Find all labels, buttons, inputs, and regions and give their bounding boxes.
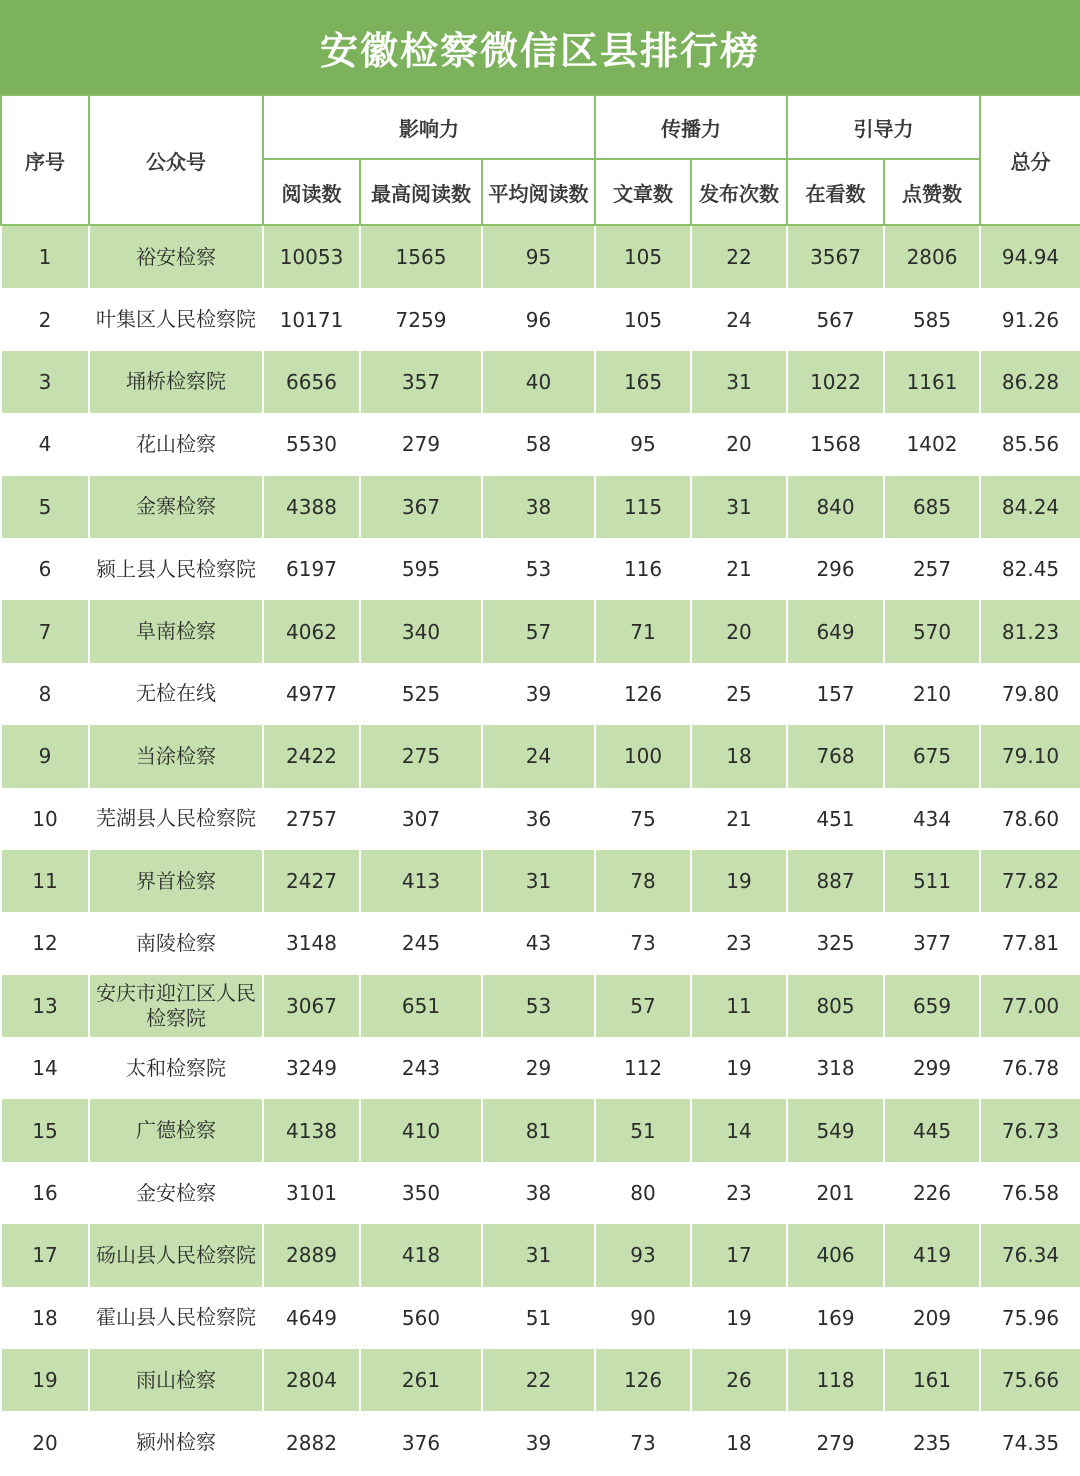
cell-likes: 235 — [884, 1411, 980, 1473]
cell-likes: 434 — [884, 788, 980, 850]
cell-publish-times: 14 — [691, 1099, 787, 1161]
cell-max-reads: 525 — [360, 663, 482, 725]
cell-reads: 2422 — [263, 725, 360, 787]
cell-rank: 9 — [1, 725, 89, 787]
cell-articles: 165 — [595, 351, 691, 413]
cell-account-name: 叶集区人民检察院 — [89, 288, 263, 350]
cell-rank: 3 — [1, 351, 89, 413]
header-group-guidance: 引导力 — [787, 95, 980, 159]
cell-watching: 805 — [787, 975, 884, 1037]
cell-publish-times: 20 — [691, 600, 787, 662]
cell-avg-reads: 53 — [482, 538, 595, 600]
cell-total-score: 75.66 — [980, 1349, 1080, 1411]
cell-publish-times: 19 — [691, 1287, 787, 1349]
cell-watching: 157 — [787, 663, 884, 725]
cell-watching: 201 — [787, 1162, 884, 1224]
table-row — [1, 912, 1080, 974]
cell-max-reads: 595 — [360, 538, 482, 600]
table-row — [1, 663, 1080, 725]
cell-rank: 4 — [1, 413, 89, 475]
header-reads: 阅读数 — [263, 159, 360, 225]
cell-likes: 209 — [884, 1287, 980, 1349]
cell-total-score: 91.26 — [980, 288, 1080, 350]
cell-max-reads: 1565 — [360, 225, 482, 288]
cell-rank: 12 — [1, 912, 89, 974]
cell-watching: 768 — [787, 725, 884, 787]
cell-max-reads: 651 — [360, 975, 482, 1037]
cell-likes: 585 — [884, 288, 980, 350]
cell-likes: 377 — [884, 912, 980, 974]
cell-rank: 6 — [1, 538, 89, 600]
cell-articles: 126 — [595, 663, 691, 725]
cell-publish-times: 24 — [691, 288, 787, 350]
cell-avg-reads: 40 — [482, 351, 595, 413]
cell-account-name: 砀山县人民检察院 — [89, 1224, 263, 1286]
cell-publish-times: 21 — [691, 788, 787, 850]
cell-total-score: 76.73 — [980, 1099, 1080, 1161]
table-row — [1, 538, 1080, 600]
cell-max-reads: 279 — [360, 413, 482, 475]
cell-likes: 161 — [884, 1349, 980, 1411]
cell-reads: 6656 — [263, 351, 360, 413]
cell-likes: 210 — [884, 663, 980, 725]
cell-articles: 78 — [595, 850, 691, 912]
cell-reads: 3101 — [263, 1162, 360, 1224]
cell-articles: 100 — [595, 725, 691, 787]
cell-total-score: 77.82 — [980, 850, 1080, 912]
cell-account-name: 花山检察 — [89, 413, 263, 475]
cell-avg-reads: 24 — [482, 725, 595, 787]
cell-max-reads: 340 — [360, 600, 482, 662]
cell-avg-reads: 38 — [482, 476, 595, 538]
cell-reads: 6197 — [263, 538, 360, 600]
cell-max-reads: 410 — [360, 1099, 482, 1161]
cell-articles: 90 — [595, 1287, 691, 1349]
cell-likes: 659 — [884, 975, 980, 1037]
cell-rank: 18 — [1, 1287, 89, 1349]
cell-articles: 105 — [595, 225, 691, 288]
cell-reads: 2882 — [263, 1411, 360, 1473]
cell-publish-times: 23 — [691, 1162, 787, 1224]
cell-avg-reads: 57 — [482, 600, 595, 662]
cell-publish-times: 19 — [691, 850, 787, 912]
table-row — [1, 1037, 1080, 1099]
cell-total-score: 84.24 — [980, 476, 1080, 538]
cell-reads: 2427 — [263, 850, 360, 912]
cell-total-score: 75.96 — [980, 1287, 1080, 1349]
cell-max-reads: 357 — [360, 351, 482, 413]
table-header — [1, 95, 1080, 225]
header-account: 公众号 — [89, 95, 263, 225]
cell-total-score: 85.56 — [980, 413, 1080, 475]
cell-total-score: 79.10 — [980, 725, 1080, 787]
table-row — [1, 788, 1080, 850]
cell-rank: 19 — [1, 1349, 89, 1411]
cell-articles: 73 — [595, 1411, 691, 1473]
cell-likes: 1402 — [884, 413, 980, 475]
cell-reads: 3249 — [263, 1037, 360, 1099]
cell-rank: 8 — [1, 663, 89, 725]
cell-total-score: 79.80 — [980, 663, 1080, 725]
cell-reads: 3148 — [263, 912, 360, 974]
cell-watching: 169 — [787, 1287, 884, 1349]
cell-total-score: 77.81 — [980, 912, 1080, 974]
cell-publish-times: 11 — [691, 975, 787, 1037]
cell-total-score: 76.34 — [980, 1224, 1080, 1286]
cell-watching: 1022 — [787, 351, 884, 413]
cell-account-name: 无检在线 — [89, 663, 263, 725]
table-row — [1, 850, 1080, 912]
cell-watching: 406 — [787, 1224, 884, 1286]
header-watching: 在看数 — [787, 159, 884, 225]
table-row — [1, 1099, 1080, 1161]
cell-account-name: 界首检察 — [89, 850, 263, 912]
table-row — [1, 725, 1080, 787]
cell-watching: 118 — [787, 1349, 884, 1411]
cell-reads: 2757 — [263, 788, 360, 850]
table-row — [1, 1349, 1080, 1411]
cell-articles: 115 — [595, 476, 691, 538]
cell-rank: 11 — [1, 850, 89, 912]
cell-max-reads: 245 — [360, 912, 482, 974]
cell-total-score: 76.58 — [980, 1162, 1080, 1224]
cell-total-score: 76.78 — [980, 1037, 1080, 1099]
cell-max-reads: 243 — [360, 1037, 482, 1099]
header-likes: 点赞数 — [884, 159, 980, 225]
cell-max-reads: 350 — [360, 1162, 482, 1224]
cell-avg-reads: 29 — [482, 1037, 595, 1099]
cell-watching: 649 — [787, 600, 884, 662]
cell-account-name: 金安检察 — [89, 1162, 263, 1224]
cell-articles: 51 — [595, 1099, 691, 1161]
cell-avg-reads: 22 — [482, 1349, 595, 1411]
cell-rank: 14 — [1, 1037, 89, 1099]
cell-articles: 116 — [595, 538, 691, 600]
page-title: 安徽检察微信区县排行榜 — [0, 0, 1080, 94]
cell-rank: 5 — [1, 476, 89, 538]
cell-publish-times: 26 — [691, 1349, 787, 1411]
cell-avg-reads: 39 — [482, 663, 595, 725]
cell-articles: 71 — [595, 600, 691, 662]
cell-avg-reads: 31 — [482, 1224, 595, 1286]
header-max-reads: 最高阅读数 — [360, 159, 482, 225]
cell-reads: 2804 — [263, 1349, 360, 1411]
cell-publish-times: 23 — [691, 912, 787, 974]
cell-total-score: 78.60 — [980, 788, 1080, 850]
cell-avg-reads: 43 — [482, 912, 595, 974]
table-row — [1, 476, 1080, 538]
cell-articles: 105 — [595, 288, 691, 350]
cell-max-reads: 413 — [360, 850, 482, 912]
cell-publish-times: 31 — [691, 351, 787, 413]
cell-avg-reads: 38 — [482, 1162, 595, 1224]
cell-likes: 675 — [884, 725, 980, 787]
header-avg-reads: 平均阅读数 — [482, 159, 595, 225]
cell-articles: 80 — [595, 1162, 691, 1224]
table-row — [1, 1224, 1080, 1286]
table-row — [1, 975, 1080, 1037]
header-total: 总分 — [980, 95, 1080, 225]
cell-avg-reads: 95 — [482, 225, 595, 288]
cell-articles: 73 — [595, 912, 691, 974]
cell-avg-reads: 96 — [482, 288, 595, 350]
cell-total-score: 82.45 — [980, 538, 1080, 600]
ranking-table — [0, 94, 1080, 1474]
cell-publish-times: 21 — [691, 538, 787, 600]
cell-total-score: 77.00 — [980, 975, 1080, 1037]
cell-account-name: 金寨检察 — [89, 476, 263, 538]
cell-rank: 17 — [1, 1224, 89, 1286]
header-articles: 文章数 — [595, 159, 691, 225]
cell-total-score: 94.94 — [980, 225, 1080, 288]
cell-watching: 296 — [787, 538, 884, 600]
cell-reads: 4388 — [263, 476, 360, 538]
table-row — [1, 1411, 1080, 1473]
cell-likes: 299 — [884, 1037, 980, 1099]
cell-likes: 570 — [884, 600, 980, 662]
cell-articles: 112 — [595, 1037, 691, 1099]
cell-max-reads: 376 — [360, 1411, 482, 1473]
cell-reads: 2889 — [263, 1224, 360, 1286]
cell-reads: 4977 — [263, 663, 360, 725]
header-publish-times: 发布次数 — [691, 159, 787, 225]
table-row — [1, 600, 1080, 662]
cell-max-reads: 7259 — [360, 288, 482, 350]
cell-avg-reads: 51 — [482, 1287, 595, 1349]
table-row — [1, 413, 1080, 475]
cell-publish-times: 20 — [691, 413, 787, 475]
table-row — [1, 351, 1080, 413]
table-row — [1, 1162, 1080, 1224]
cell-watching: 451 — [787, 788, 884, 850]
cell-likes: 419 — [884, 1224, 980, 1286]
cell-max-reads: 261 — [360, 1349, 482, 1411]
ranking-table-container — [0, 94, 1080, 1476]
cell-account-name: 颍上县人民检察院 — [89, 538, 263, 600]
cell-articles: 95 — [595, 413, 691, 475]
cell-max-reads: 418 — [360, 1224, 482, 1286]
cell-max-reads: 367 — [360, 476, 482, 538]
cell-account-name: 霍山县人民检察院 — [89, 1287, 263, 1349]
cell-reads: 3067 — [263, 975, 360, 1037]
cell-publish-times: 17 — [691, 1224, 787, 1286]
cell-account-name: 太和检察院 — [89, 1037, 263, 1099]
cell-reads: 4062 — [263, 600, 360, 662]
cell-likes: 226 — [884, 1162, 980, 1224]
cell-rank: 16 — [1, 1162, 89, 1224]
cell-rank: 7 — [1, 600, 89, 662]
header-group-spread: 传播力 — [595, 95, 787, 159]
cell-total-score: 81.23 — [980, 600, 1080, 662]
cell-likes: 685 — [884, 476, 980, 538]
cell-rank: 10 — [1, 788, 89, 850]
cell-account-name: 阜南检察 — [89, 600, 263, 662]
cell-rank: 20 — [1, 1411, 89, 1473]
cell-avg-reads: 81 — [482, 1099, 595, 1161]
cell-articles: 126 — [595, 1349, 691, 1411]
cell-publish-times: 18 — [691, 725, 787, 787]
cell-likes: 511 — [884, 850, 980, 912]
cell-avg-reads: 39 — [482, 1411, 595, 1473]
cell-avg-reads: 58 — [482, 413, 595, 475]
cell-watching: 567 — [787, 288, 884, 350]
cell-likes: 2806 — [884, 225, 980, 288]
cell-total-score: 74.35 — [980, 1411, 1080, 1473]
cell-avg-reads: 53 — [482, 975, 595, 1037]
cell-articles: 93 — [595, 1224, 691, 1286]
cell-avg-reads: 36 — [482, 788, 595, 850]
cell-account-name: 埇桥检察院 — [89, 351, 263, 413]
header-group-influence: 影响力 — [263, 95, 595, 159]
cell-avg-reads: 31 — [482, 850, 595, 912]
cell-publish-times: 22 — [691, 225, 787, 288]
cell-likes: 257 — [884, 538, 980, 600]
table-row — [1, 288, 1080, 350]
cell-articles: 57 — [595, 975, 691, 1037]
cell-rank: 1 — [1, 225, 89, 288]
cell-reads: 10053 — [263, 225, 360, 288]
header-rank: 序号 — [1, 95, 89, 225]
cell-account-name: 雨山检察 — [89, 1349, 263, 1411]
cell-publish-times: 18 — [691, 1411, 787, 1473]
cell-reads: 5530 — [263, 413, 360, 475]
cell-account-name: 广德检察 — [89, 1099, 263, 1161]
cell-watching: 887 — [787, 850, 884, 912]
cell-account-name: 颍州检察 — [89, 1411, 263, 1473]
cell-likes: 1161 — [884, 351, 980, 413]
cell-watching: 1568 — [787, 413, 884, 475]
cell-watching: 279 — [787, 1411, 884, 1473]
cell-reads: 10171 — [263, 288, 360, 350]
cell-reads: 4649 — [263, 1287, 360, 1349]
cell-rank: 15 — [1, 1099, 89, 1161]
cell-watching: 549 — [787, 1099, 884, 1161]
cell-account-name: 裕安检察 — [89, 225, 263, 288]
cell-max-reads: 560 — [360, 1287, 482, 1349]
table-row — [1, 225, 1080, 288]
cell-total-score: 86.28 — [980, 351, 1080, 413]
cell-watching: 3567 — [787, 225, 884, 288]
cell-max-reads: 275 — [360, 725, 482, 787]
cell-watching: 840 — [787, 476, 884, 538]
cell-reads: 4138 — [263, 1099, 360, 1161]
cell-rank: 2 — [1, 288, 89, 350]
cell-max-reads: 307 — [360, 788, 482, 850]
cell-account-name: 南陵检察 — [89, 912, 263, 974]
table-body — [1, 225, 1080, 1474]
table-row — [1, 1287, 1080, 1349]
cell-likes: 445 — [884, 1099, 980, 1161]
cell-publish-times: 19 — [691, 1037, 787, 1099]
cell-account-name: 安庆市迎江区人民 检察院 — [89, 975, 263, 1037]
cell-watching: 325 — [787, 912, 884, 974]
cell-publish-times: 25 — [691, 663, 787, 725]
cell-account-name: 芜湖县人民检察院 — [89, 788, 263, 850]
cell-rank: 13 — [1, 975, 89, 1037]
cell-account-name: 当涂检察 — [89, 725, 263, 787]
cell-publish-times: 31 — [691, 476, 787, 538]
cell-articles: 75 — [595, 788, 691, 850]
cell-watching: 318 — [787, 1037, 884, 1099]
